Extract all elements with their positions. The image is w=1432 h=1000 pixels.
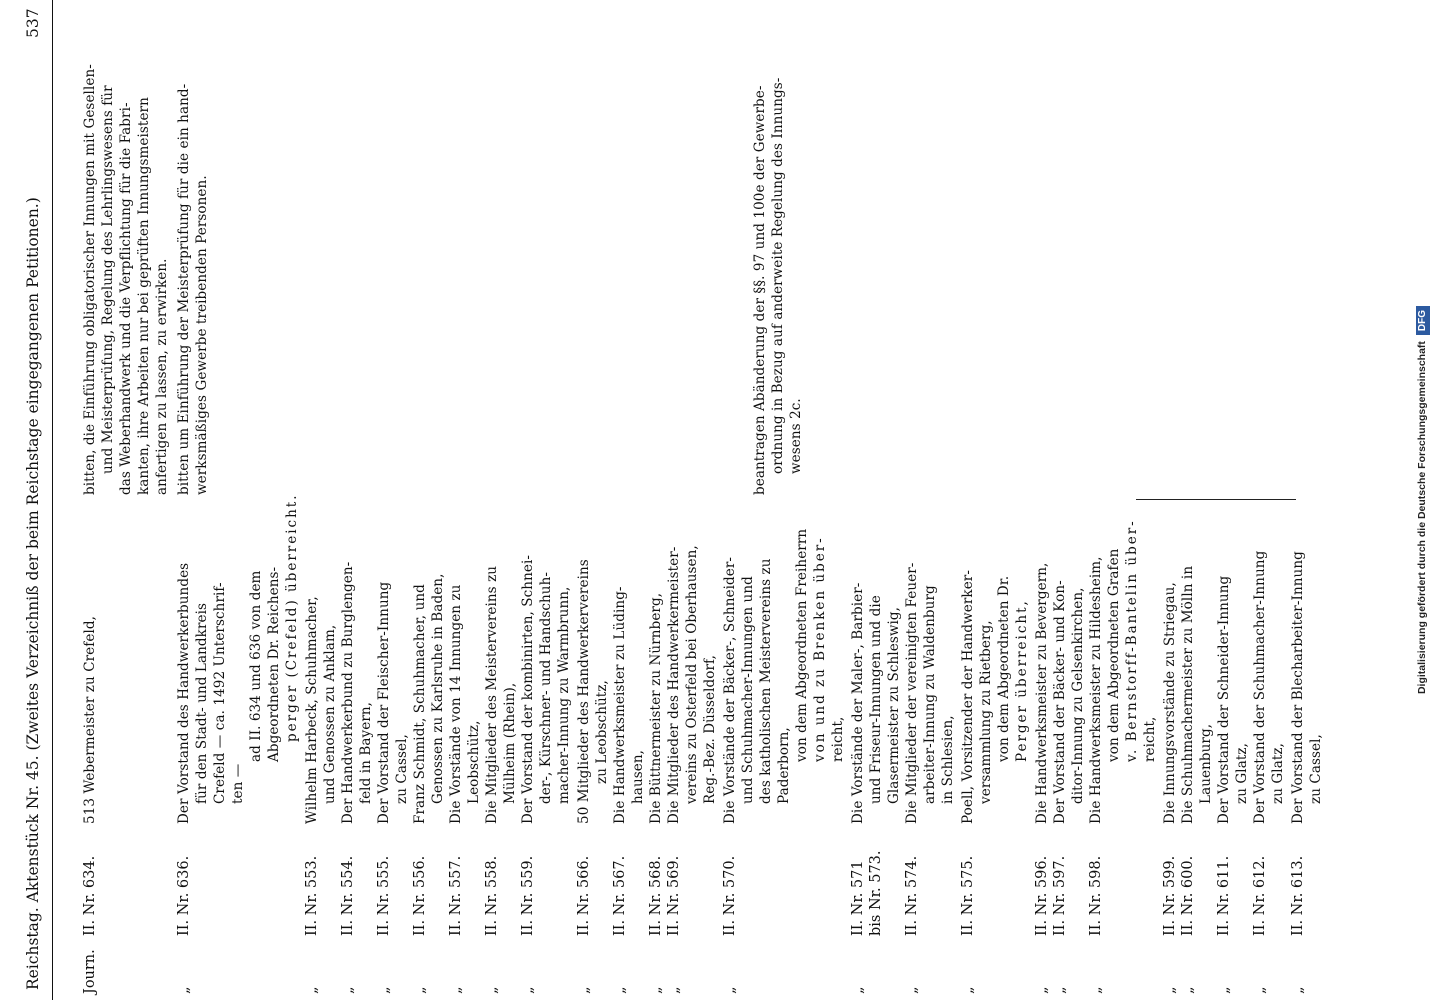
petitioner-line: des katholischen Meistervereins zu	[758, 558, 774, 804]
petitioner-line: in Schlesien,	[940, 715, 956, 804]
ditto-marker: „	[1216, 986, 1232, 994]
petitioner-line: Die Mitglieder der vereinigten Feuer-	[904, 562, 920, 824]
petitioner-line: perger (Crefeld) überreicht.	[284, 493, 300, 742]
petitioner-line: Die Schuhmachermeister zu Mölln in	[1180, 565, 1196, 824]
petition-number: II. Nr. 600.	[1180, 855, 1196, 936]
petitioner-line: für den Stadt- und Landkreis	[194, 602, 210, 804]
request-line: und Meisterprüfung, Regelung des Lehrlingswesens für	[100, 85, 116, 474]
ditto-marker: „	[1162, 986, 1178, 994]
ditto-marker: „	[176, 986, 192, 994]
petition-number: II. Nr. 555.	[376, 855, 392, 936]
petitioner-line: ad II. 634 und 636 von dem	[248, 570, 264, 762]
petitioner-line: Paderborn,	[776, 727, 792, 804]
petitioner-line: Leobschütz,	[466, 720, 482, 804]
petitioner-line: Reg.-Bez. Düsseldorf,	[702, 654, 718, 804]
petitioner-line: Die Handwerksmeister zu Hildesheim,	[1088, 556, 1104, 824]
petition-number: II. Nr. 567.	[612, 855, 628, 936]
page-header: Reichstag. Aktenstück Nr. 45. (Zweites Verzeichniß der beim Reichstage eingegangenen Petitionen.)	[24, 197, 42, 990]
petitioner-line: Der Vorstand der Fleischer-Innung	[376, 581, 392, 824]
petition-number: II. Nr. 636.	[176, 855, 192, 936]
ditto-marker: „	[448, 986, 464, 994]
petitioner-line: Genossen zu Karlsruhe in Baden,	[430, 573, 446, 804]
ditto-marker: „	[1252, 986, 1268, 994]
petitioner-line: Die Mitglieder des Meistervereins zu	[484, 565, 500, 824]
ditto-marker: „	[376, 986, 392, 994]
ditto-marker: „	[340, 986, 356, 994]
petitioner-line: Die Vorstände von 14 Innungen zu	[448, 584, 464, 824]
petitioner-line: zu Leobschütz,	[594, 680, 610, 784]
petition-number: II. Nr. 557.	[448, 855, 464, 936]
petitioner-line: von und zu Brenken über-	[812, 536, 828, 762]
request-line: anfertigen zu lassen, zu erwirken.	[154, 258, 170, 495]
petitioner-line: und Genossen zu Anklam,	[322, 624, 338, 804]
petitioner-line: ditor-Innung zu Gelsenkirchen,	[1070, 587, 1086, 804]
request-line: werksmäßiges Gewerbe treibenden Personen.	[194, 175, 210, 495]
petition-number: II. Nr. 634.	[82, 855, 98, 936]
petitioner-line: zu Cassel,	[1308, 734, 1324, 804]
ditto-marker: „	[412, 986, 428, 994]
petitioner-line: und Schuhmacher-Innungen und	[740, 576, 756, 804]
petitioner-line: hausen,	[630, 749, 646, 804]
petition-number-range: bis Nr. 573.	[868, 850, 884, 936]
petition-number: II. Nr. 569.	[666, 855, 682, 936]
petitioner-line: Mülheim (Rhein),	[502, 682, 518, 804]
petition-number: II. Nr. 612.	[1252, 855, 1268, 936]
petition-number: II. Nr. 553.	[304, 855, 320, 936]
petitioner-line: der-, Kürschner- und Handschuh-	[538, 571, 554, 804]
petition-number: II. Nr. 568.	[648, 855, 664, 936]
request-line: bitten um Einführung der Meisterprüfung für die ein hand-	[176, 83, 192, 495]
petitioner-line: vereins zu Osterfeld bei Oberhausen,	[684, 545, 700, 804]
ditto-marker: „	[1052, 986, 1068, 994]
petition-number: II. Nr. 559.	[520, 855, 536, 936]
ditto-marker: „	[960, 986, 976, 994]
petitioner-line: Glasermeister zu Schleswig,	[886, 606, 902, 804]
petitioner-line: zu Glatz,	[1270, 743, 1286, 804]
petitioner-line: arbeiter-Innung zu Waldenburg	[922, 585, 938, 804]
petitioner-line: Abgeordneten Dr. Reichens-	[266, 566, 282, 762]
petitioner-line: macher-Innung zu Warmbrunn,	[556, 586, 572, 804]
petitioner-line: Die Mitglieder des Handwerkermeister-	[666, 546, 682, 824]
header-rule	[52, 0, 53, 1000]
ditto-marker: „	[520, 986, 536, 994]
petitioner-line: Der Vorstand der Bäcker- und Kon-	[1052, 580, 1068, 824]
petitioner-line: Der Vorstand der Blecharbeiter-Innung	[1290, 551, 1306, 824]
digitization-credit	[1412, 0, 1432, 1000]
request-line: ordnung in Bezug auf anderweite Regelung des Innungs-	[770, 77, 786, 474]
petitioner-line: Die Vorstände der Maler-, Barbier-	[850, 582, 866, 824]
petitioner-line: Perger überreicht,	[1014, 599, 1030, 762]
ditto-marker: „	[1034, 986, 1050, 994]
journal-marker: Journ.	[82, 949, 98, 994]
ditto-marker: „	[666, 986, 682, 994]
petitioner-line: Die Innungsvorstände zu Striegau,	[1162, 582, 1178, 824]
petition-number: II. Nr. 596.	[1034, 855, 1050, 936]
petitioner-line: reicht,	[830, 716, 846, 762]
petitioner-line: Der Vorstand der Schuhmacher-Innung	[1252, 550, 1268, 824]
petition-number: II. Nr. 599.	[1162, 855, 1178, 936]
bracket-rule	[1136, 499, 1296, 500]
petitioner-line: Franz Schmidt, Schuhmacher, und	[412, 584, 428, 824]
petitioner-line: Die Büttnermeister zu Nürnberg,	[648, 592, 664, 824]
petitioner-line: von dem Abgeordneten Grafen	[1106, 548, 1122, 762]
petitioner-line: Der Vorstand des Handwerkerbundes	[176, 562, 192, 824]
petition-number: II. Nr. 571	[850, 860, 866, 936]
ditto-marker: „	[612, 986, 628, 994]
petition-number: II. Nr. 554.	[340, 855, 356, 936]
petition-number: II. Nr. 556.	[412, 855, 428, 936]
ditto-marker: „	[1088, 986, 1104, 994]
petitioner-line: feld in Bayern,	[358, 701, 374, 804]
ditto-marker: „	[304, 986, 320, 994]
petitioner-line: Lauenburg,	[1198, 723, 1214, 804]
ditto-marker: „	[904, 986, 920, 994]
petitioner-line: Die Vorstände der Bäcker-, Schneider-	[722, 556, 738, 824]
petitioner-line: von dem Abgeordneten Dr.	[996, 575, 1012, 762]
request-line: kanten, ihre Arbeiten nur bei geprüften Innungsmeistern	[136, 97, 152, 495]
request-line: bitten, die Einführung obligatorischer Innungen mit Gesellen-	[82, 64, 98, 495]
page-number: 537	[24, 8, 42, 38]
petitioner-line: zu Glatz,	[1234, 743, 1250, 804]
request-line: beantragen Abänderung der §§. 97 und 100e der Gewerbe-	[752, 85, 768, 495]
petition-number: II. Nr. 570.	[722, 855, 738, 936]
petitioner-line: versammlung zu Rietberg,	[978, 620, 994, 804]
petitioner-line: und Friseur-Innungen und die	[868, 595, 884, 804]
petitioner-line: Der Vorstand der kombinirten, Schnei-	[520, 554, 536, 824]
petitioner-line: von dem Abgeordneten Freiherrn	[794, 528, 810, 762]
petitioner-line: Die Handwerksmeister zu Bevergern,	[1034, 562, 1050, 824]
petitioner-line: Die Handwerksmeister zu Lüding-	[612, 586, 628, 824]
petition-number: II. Nr. 598.	[1088, 855, 1104, 936]
ditto-marker: „	[576, 986, 592, 994]
ditto-marker: „	[1290, 986, 1306, 994]
petitioner-line: Der Handwerkerbund zu Burglengen-	[340, 561, 356, 824]
petition-number: II. Nr. 575.	[960, 855, 976, 936]
petition-number: II. Nr. 597.	[1052, 855, 1068, 936]
petitioner-line: ten —	[230, 763, 246, 804]
petitioner-line: v. Bernstorff-Bantelin über-	[1124, 519, 1140, 762]
petitioner-line: Wilhelm Harbeck, Schuhmacher,	[304, 596, 320, 824]
petitioner-line: 513 Webermeister zu Crefeld,	[82, 615, 98, 824]
ditto-marker: „	[648, 986, 664, 994]
petition-number: II. Nr. 558.	[484, 855, 500, 936]
ditto-marker: „	[850, 986, 866, 994]
petitioner-line: Crefeld — ca. 1492 Unterschrif-	[212, 582, 228, 804]
petition-number: II. Nr. 566.	[576, 855, 592, 936]
ditto-marker: „	[722, 986, 738, 994]
petition-number: II. Nr. 574.	[904, 855, 920, 936]
petitioner-line: Der Vorstand der Schneider-Innung	[1216, 575, 1232, 824]
petition-number: II. Nr. 613.	[1290, 855, 1306, 936]
ditto-marker: „	[484, 986, 500, 994]
request-line: das Weberhandwerk und die Verpflichtung für die Fabri-	[118, 102, 134, 495]
petitioner-line: 50 Mitglieder des Handwerkervereins	[576, 559, 592, 824]
credit-text: Digitalisierung gefördert durch die Deutsche Forschungsgemeinschaft	[1416, 341, 1428, 695]
petitioner-line: zu Cassel,	[394, 734, 410, 804]
ditto-marker: „	[1180, 986, 1196, 994]
petition-number: II. Nr. 611.	[1216, 855, 1232, 936]
request-line: wesens 2c.	[788, 398, 804, 474]
petitioner-line: reicht,	[1142, 716, 1158, 762]
dfg-logo: DFG	[1416, 306, 1430, 335]
petitioner-line: Poell, Vorsitzender der Handwerker-	[960, 569, 976, 824]
